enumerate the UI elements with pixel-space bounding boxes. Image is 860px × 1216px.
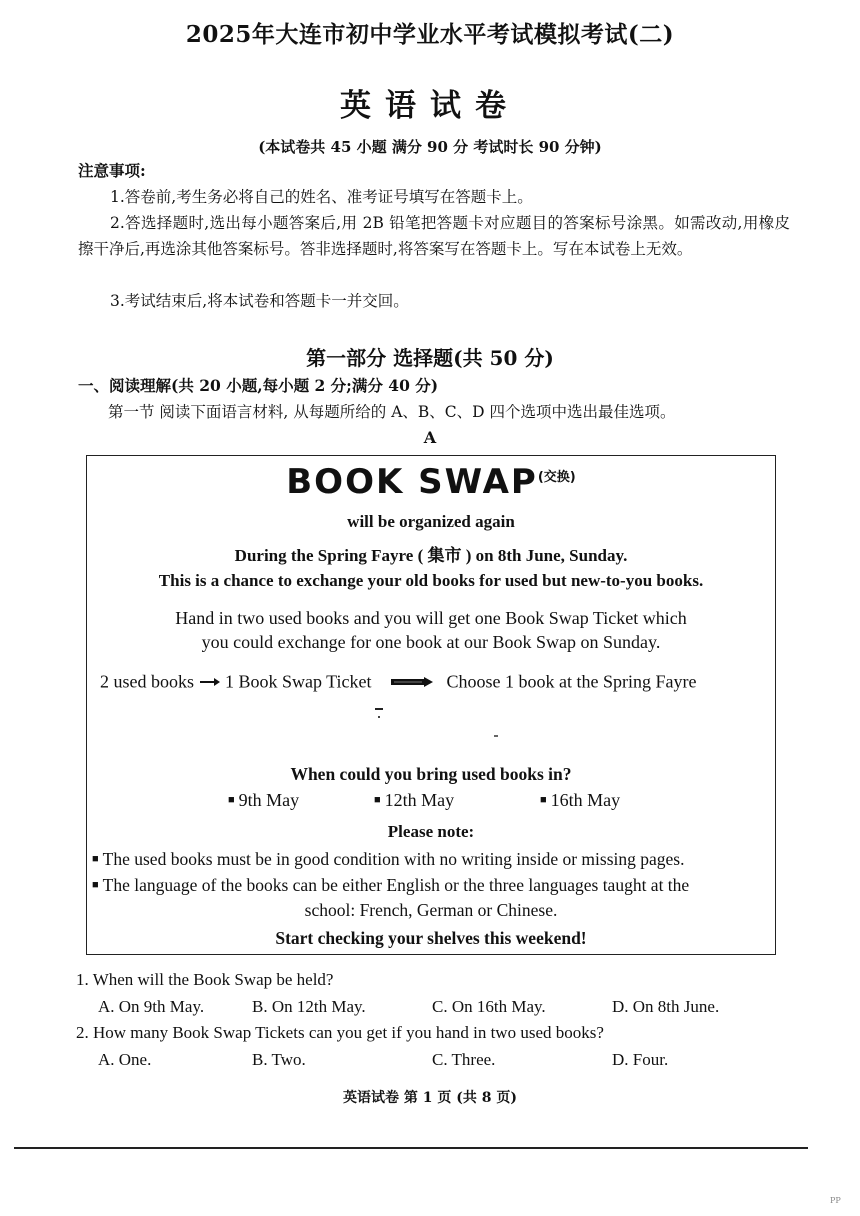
swap-flow	[100, 670, 770, 692]
question-stem: 2. How many Book Swap Tickets can you get if you hand in two used books?	[76, 1023, 604, 1042]
stray-dot	[378, 716, 380, 718]
bullet-icon: ■	[92, 853, 99, 865]
exam-info: (本试卷共 45 小题 满分 90 分 考试时长 90 分钟)	[258, 138, 602, 156]
note-item	[92, 875, 774, 896]
subsection-instruction: 第一节 阅读下面语言材料, 从每题所给的 A、B、C、D 四个选项中选出最佳选项。	[108, 403, 676, 421]
note-text-continued: school: French, German or Chinese.	[304, 900, 558, 920]
date-text: 16th May	[550, 790, 621, 810]
answer-option: D. Four.	[612, 1050, 669, 1069]
arrow-right-icon	[199, 671, 221, 692]
date-item	[374, 790, 454, 811]
corner-mark: PP	[830, 1196, 841, 1205]
date-item	[540, 790, 620, 811]
ad-title: BOOK SWAP	[286, 462, 538, 502]
ad-description: Hand in two used books and you will get one Book Swap Ticket which	[175, 608, 687, 628]
stray-mark	[375, 708, 383, 710]
note-text: The language of the books can be either English or the three languages taught at the	[102, 875, 690, 895]
notice-item: 3.考试结束后,将本试卷和答题卡一并交回。	[110, 292, 409, 310]
passage-label: A	[423, 428, 437, 447]
ad-line: will be organized again	[347, 512, 515, 531]
bullet-icon: ■	[92, 879, 99, 891]
stray-dot	[494, 735, 498, 737]
notice-item: 2.答选择题时,选出每小题答案后,用 2B 铅笔把答题卡对应题目的答案标号涂黑。如需改动,用橡皮擦干净后,再选涂其他答案标号。答非选择题时,将答案写在答题卡上。写在本试卷上无效。	[78, 214, 790, 258]
ad-line: During the Spring Fayre ( 集市 ) on 8th June, Sunday.	[234, 546, 628, 565]
exam-title: 2025年大连市初中学业水平考试模拟考试(二)	[185, 21, 675, 48]
answer-option: B. On 12th May.	[252, 997, 366, 1016]
ad-title-note: (交换)	[537, 470, 576, 485]
date-text: 12th May	[384, 790, 455, 810]
ad-closing: Start checking your shelves this weekend!	[275, 928, 587, 948]
date-item	[228, 790, 299, 811]
bullet-icon: ■	[540, 794, 547, 806]
flow-step: 1 Book Swap Ticket	[225, 671, 372, 692]
note-item	[92, 849, 774, 870]
ad-title-row	[86, 462, 776, 502]
bullet-icon: ■	[374, 794, 381, 806]
exam-subject-title: 英语试卷	[340, 88, 520, 124]
question-stem: 1. When will the Book Swap be held?	[76, 970, 334, 989]
answer-option: C. On 16th May.	[432, 997, 546, 1016]
ad-line: This is a chance to exchange your old books for used but new-to-you books.	[158, 571, 704, 590]
answer-option: C. Three.	[432, 1050, 496, 1069]
ad-description: you could exchange for one book at our Book Swap on Sunday.	[201, 632, 661, 652]
bullet-icon: ■	[228, 794, 235, 806]
ad-question-heading: When could you bring used books in?	[290, 764, 572, 784]
bottom-rule	[14, 1147, 808, 1149]
answer-option: A. One.	[98, 1050, 152, 1069]
answer-option: B. Two.	[252, 1050, 306, 1069]
flow-step: 2 used books	[100, 671, 194, 692]
flow-step: Choose 1 book at the Spring Fayre	[446, 671, 697, 692]
note-text: The used books must be in good condition with no writing inside or missing pages.	[102, 849, 685, 869]
answer-option: A. On 9th May.	[98, 997, 205, 1016]
notice-heading: 注意事项:	[78, 161, 146, 180]
part-title: 第一部分 选择题(共 50 分)	[306, 346, 554, 370]
bold-arrow-right-icon	[390, 671, 434, 692]
answer-option: D. On 8th June.	[612, 997, 720, 1016]
section-heading: 一、阅读理解(共 20 小题,每小题 2 分;满分 40 分)	[78, 376, 439, 395]
page-footer: 英语试卷 第 1 页 (共 8 页)	[343, 1090, 517, 1106]
ad-note-heading: Please note:	[387, 822, 475, 841]
date-text: 9th May	[238, 790, 300, 810]
notice-item: 1.答卷前,考生务必将自己的姓名、准考证号填写在答题卡上。	[110, 188, 533, 206]
